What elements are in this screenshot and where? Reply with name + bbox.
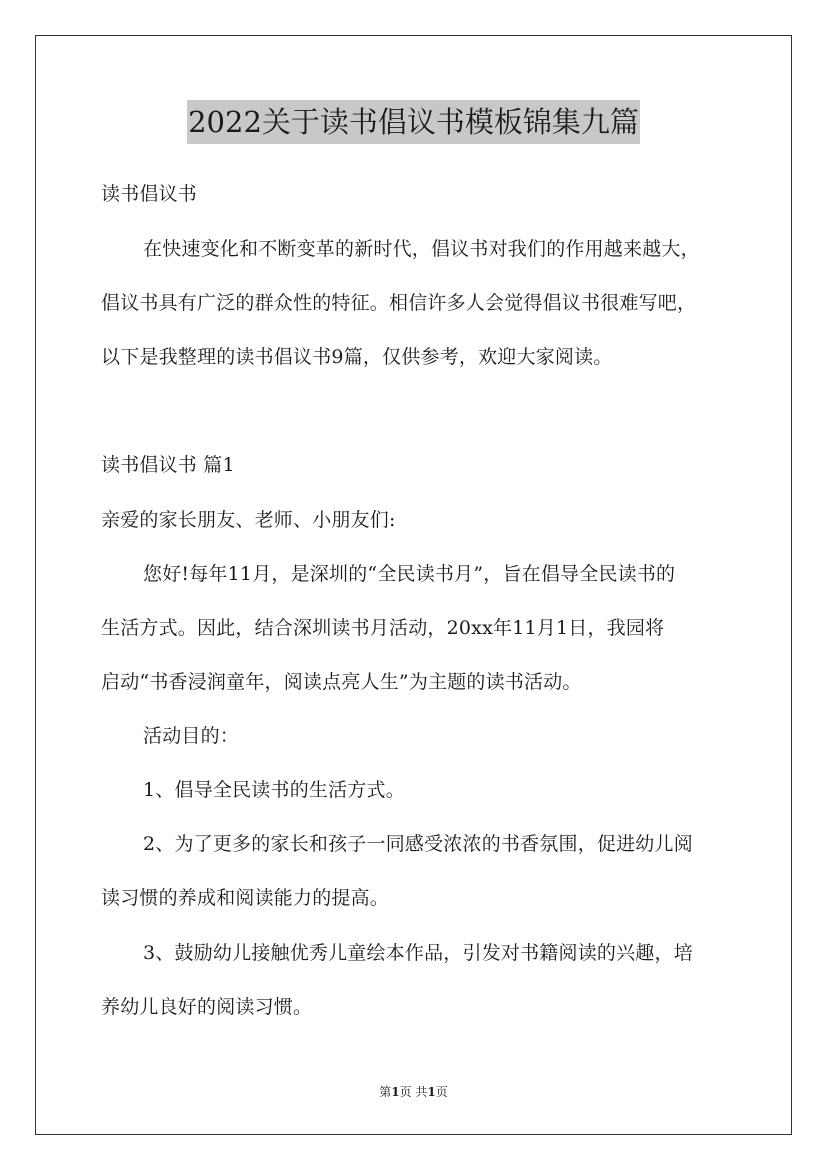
paragraph-line: 以下是我整理的读书倡议书9篇，仅供参考，欢迎大家阅读。 [101, 346, 613, 368]
section-heading: 读书倡议书 [101, 183, 198, 205]
paragraph-line: 倡议书具有广泛的群众性的特征。相信许多人会觉得倡议书很难写吧， [101, 292, 697, 314]
footer-page-prefix: 第 [379, 1085, 392, 1099]
footer-total-pages: 1 [427, 1085, 436, 1099]
salutation-line: 亲爱的家长朋友、老师、小朋友们: [101, 509, 396, 531]
paragraph-line: 启动“书香浸润童年，阅读点亮人生”为主题的读书活动。 [101, 671, 582, 693]
list-item: 1、倡导全民读书的生活方式。 [143, 779, 405, 801]
paragraph-line: 您好!每年11月，是深圳的“全民读书月”，旨在倡导全民读书的 [143, 563, 676, 585]
footer-page-suffix: 页 [435, 1085, 448, 1099]
list-item: 2、为了更多的家长和孩子一同感受浓浓的书香氛围，促进幼儿阅 [143, 833, 693, 855]
section-heading: 读书倡议书 篇1 [101, 454, 235, 476]
paragraph-line: 生活方式。因此，结合深圳读书月活动，20xx年11月1日，我园将 [101, 617, 665, 639]
document-title: 2022关于读书倡议书模板锦集九篇 [187, 100, 640, 144]
list-item-continuation: 读习惯的养成和阅读能力的提高。 [101, 887, 390, 909]
subheading-line: 活动目的： [143, 725, 240, 747]
list-item-continuation: 养幼儿良好的阅读习惯。 [101, 996, 313, 1018]
page-footer [0, 1084, 827, 1100]
footer-page-mid: 页 共 [399, 1085, 428, 1099]
paragraph-line: 在快速变化和不断变革的新时代，倡议书对我们的作用越来越大， [143, 238, 700, 260]
document-title-wrap [0, 100, 827, 144]
list-item: 3、鼓励幼儿接触优秀儿童绘本作品，引发对书籍阅读的兴趣，培 [143, 942, 693, 964]
footer-page-number: 1 [391, 1085, 400, 1099]
